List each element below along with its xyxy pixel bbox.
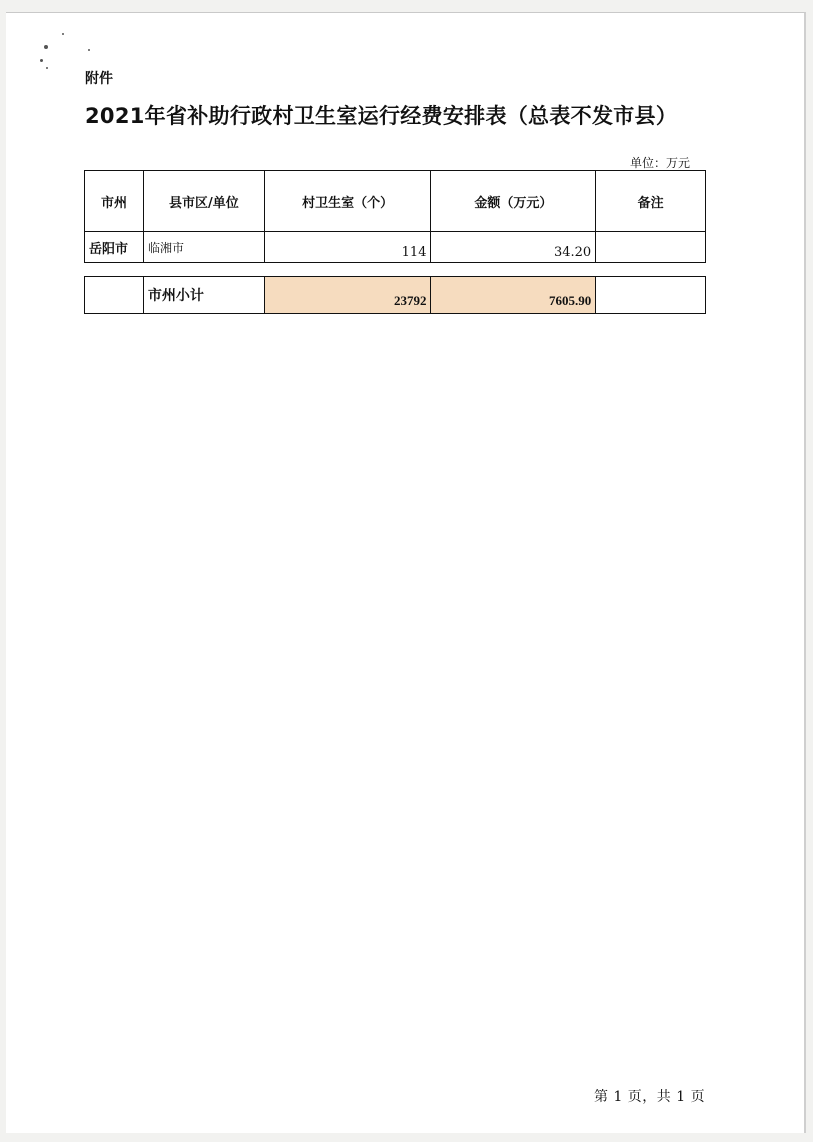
header-note: 备注 [596,171,706,232]
cell-note [596,232,706,263]
subtotal-city-cell [85,277,144,314]
cell-clinics: 114 [264,232,431,263]
subtotal-note [596,277,706,314]
unit-label: 单位：万元 [630,156,691,170]
scan-speck [46,67,48,69]
header-clinics: 村卫生室（个） [264,171,431,232]
header-county: 县市区/单位 [143,171,264,232]
subtotal-table [84,276,706,314]
scan-speck [62,33,64,35]
subtotal-row [85,277,706,314]
scan-speck [40,59,43,62]
cell-amount: 34.20 [431,232,596,263]
page-title: 2021年省补助行政村卫生室运行经费安排表（总表不发市县） [85,104,678,128]
subtotal-amount: 7605.90 [431,277,596,314]
subtotal-label: 市州小计 [143,277,264,314]
attachment-label: 附件 [85,71,113,87]
scan-speck [44,45,48,49]
table-row [85,232,706,263]
table-header-row [85,171,706,232]
scan-speck [88,49,90,51]
cell-city: 岳阳市 [85,232,144,263]
header-city: 市州 [85,171,144,232]
header-amount: 金额（万元） [431,171,596,232]
page-footer: 第 1 页，共 1 页 [594,1089,706,1105]
subtotal-clinics: 23792 [264,277,431,314]
funding-table [84,170,706,263]
cell-county: 临湘市 [143,232,264,263]
